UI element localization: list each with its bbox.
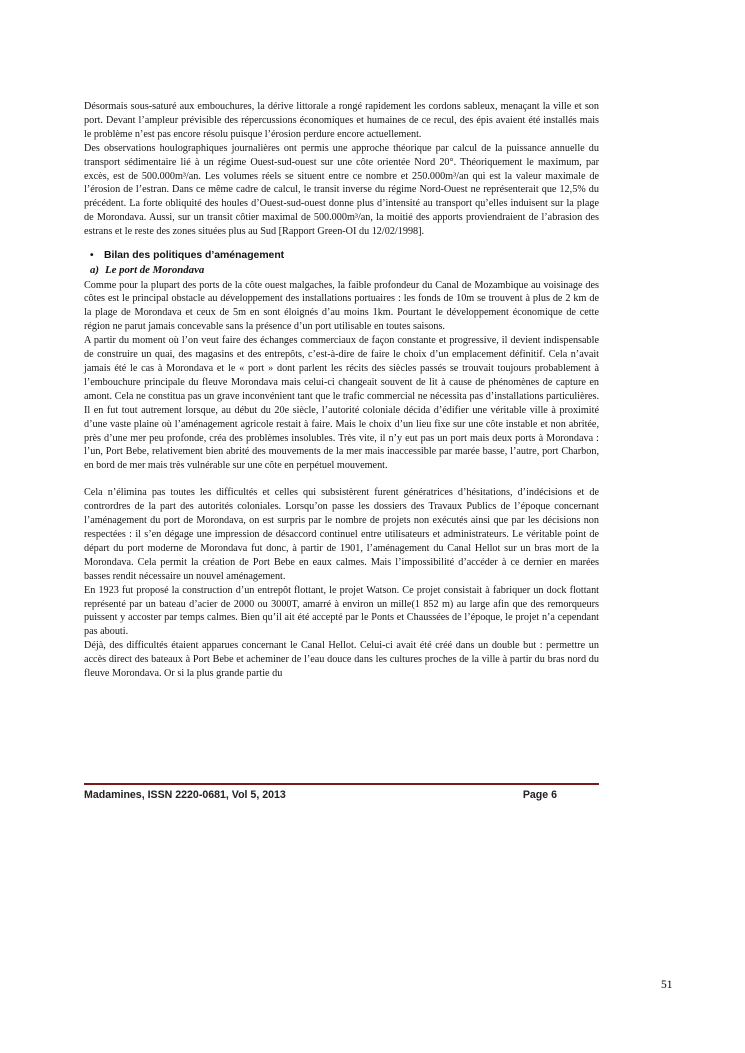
subsection-letter: a) (90, 264, 99, 277)
page-number: 51 (661, 979, 673, 991)
bullet-icon: • (90, 250, 94, 262)
footer-rule (84, 783, 599, 785)
section-heading (90, 249, 599, 262)
paragraph-colonial-decisions: Cela n’élimina pas toutes les difficultés et celles qui subsistèrent furent génératrices d’hésitations, d’indécisions et de contrordres de la part des autorités coloniales. Lorsqu’on passe les dossiers des Travaux Publics de l’époque concernant l’aménagement du port de Morondava, on est surpris par le nombre de projets non exécutés ainsi que par les décisions non respectées : il s’en dégage une impression de désaccord continuel entre utilisateurs et administrateurs. Le véritable point de départ du port moderne de Morondava fut donc, à partir de 1901, l’aménagement du Canal Hellot sur un bras mort de la Morondava. Cela permit la création de Port Bebe en eaux calmes. Mais l’impossibilité d’accéder à ce dernier en marées basses rendit nécessaire un nouvel aménagement. (84, 487, 599, 582)
paragraph-port-history: A partir du moment où l’on veut faire des échanges commerciaux de façon constante et progressive, il devient indispensable de construire un quai, des magasins et des entrepôts, c’est-à-dire de faire le choix d’un emplacement définitif. Cela n’avait jamais été le cas à Morondava et le « port » dont parlent les récits des siècles passés se trouvait toujours probablement à l’embouchure principale du fleuve Morondava mais celui-ci changeait souvent de lit à cause de phénomènes de capture en amont. Cela ne constitua pas un grave inconvénient tant que le trafic commercial ne nécessita pas d’installations particulières. Il en fut tout autrement lorsque, au début du 20e siècle, l’autorité coloniale décida d’édifier une véritable ville à proximité d’une vaste plaine où l’aménagement agricole restait à faire. Mais le choix d’un lieu fixe sur une côte instable et non abritée, près d’une mer peu profonde, créa des problèmes insolubles. Très vite, il n’y eut pas un port mais deux ports à Morondava : l’un, Port Bebe, relativement bien abrité des mouvements de la mer mais inaccessible par marée basse, l’autre, port Charbon, en bord de mer mais très vulnérable sur une côte en perpétuel mouvement. (84, 335, 599, 472)
article-body (84, 100, 599, 681)
paragraph-canal-hellot: Déjà, des difficultés étaient apparues concernant le Canal Hellot. Celui-ci avait été créé dans un double but : permettre un accès direct des bateaux à Port Bebe et acheminer de l’eau douce dans les cultures proches de la ville à partir du bras nord du fleuve Morondava. Or si la plus grande partie du (84, 640, 599, 680)
subsection-heading-text: Le port de Morondava (105, 264, 205, 277)
footer-page-label: Page 6 (522, 789, 557, 801)
paragraph-gap (84, 473, 599, 486)
paragraph-sediment-transport: Des observations houlographiques journalières ont permis une approche théorique par calcul de la puissance annuelle du transport sédimentaire lié à un régime Ouest-sud-ouest sur une côte orientée Nord 20°. Théoriquement le maximum, par excès, est de 500.000m³/an. Les volumes réels se situent entre ce nombre et 250.000m³/an qui est la valeur maximale de l’érosion de l’estran. Dans ce même cadre de calcul, le transit inverse du régime Nord-Ouest ne représenterait que 12,5% du précédent. La forte obliquité des houles d’Ouest-sud-ouest donne plus d’intensité au transport qu’elles induisent sur la plage de Morondava. Aussi, sur un transit côtier maximal de 500.000m³/an, la moitié des apports proviendraient de l’abrasion des estrans et le reste des zones situées plus au Sud [Rapport Green-OI du 12/02/1998]. (84, 142, 599, 238)
paragraph-erosion: Désormais sous-saturé aux embouchures, la dérive littorale a rongé rapidement les cordons sableux, menaçant la ville et son port. Devant l’ampleur prévisible des répercussions économiques et humaines de ce recul, des épis avaient été installés mais le problème n’est pas encore résolu puisque l’érosion perdure encore actuellement. (84, 101, 599, 140)
section-heading-text: Bilan des politiques d’aménagement (104, 250, 285, 262)
page-footer (84, 789, 599, 801)
paragraph-watson-project: En 1923 fut proposé la construction d’un entrepôt flottant, le projet Watson. Ce projet consistait à fabriquer un dock flottant représenté par un bateau d’acier de 2000 ou 3000T, amarré à environ un mille(1 852 m) au large afin que des remorqueurs puissent y accoster par temps calmes. Bien qu’il ait été accepté par le Ponts et Chaussées de l’époque, le projet n’a cependant pas abouti. (84, 584, 599, 638)
footer-journal: Madamines, ISSN 2220-0681, Vol 5, 2013 (84, 789, 286, 801)
paragraph-canal-depth: Comme pour la plupart des ports de la côte ouest malgaches, la faible profondeur du Canal de Mozambique au voisinage des côtes est le principal obstacle au développement des installations portuaires : les fonds de 10m se trouvent à plus de 2 km de la plage de Morondava et ceux de 5m en sont éloignés d’au moins 1km. Pourtant le développement économique de cette région ne parut jamais concevable sans la présence d’un port utilisable en toutes saisons. (84, 279, 599, 333)
subsection-heading (90, 264, 599, 278)
